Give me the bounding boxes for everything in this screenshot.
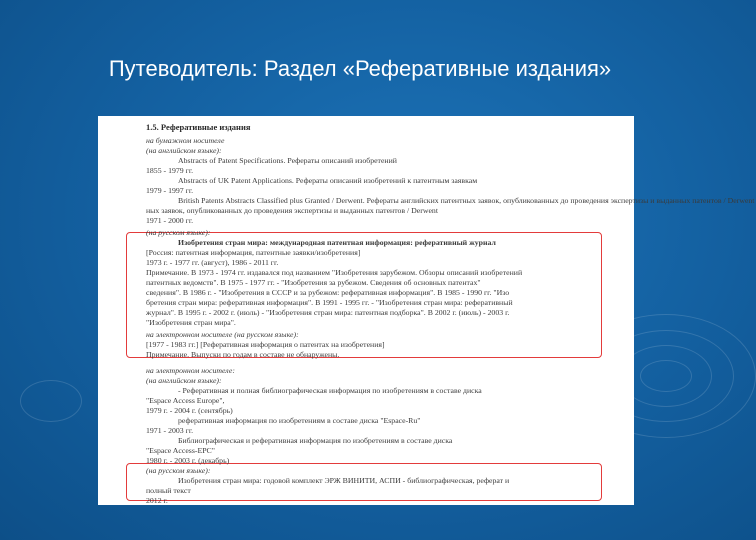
slide-title: Путеводитель: Раздел «Реферативные издания» <box>108 56 612 81</box>
document-heading: 1.5. Реферативные издания <box>146 122 251 132</box>
document-line: 1979 г. - 2004 г. (сентябрь) <box>146 406 233 415</box>
document-line: 2012 г. <box>146 496 168 505</box>
document-line: "Изобретения стран мира". <box>146 318 236 327</box>
document-line: Изобретения стран мира: международная патентная информация: реферативный журнал <box>178 238 496 247</box>
document-line: бретения стран мира: реферативная информация". В 1991 - 1995 гг. - "Изобретения стран мира: реферативный <box>146 298 513 307</box>
document-line: [1977 - 1983 гг.] [Реферативная информация о патентах на изобретения] <box>146 340 385 349</box>
document-line: - Реферативная и полная библиографическая информация по изобретениям в составе диска <box>178 386 482 395</box>
document-line: 1971 - 2000 гг. <box>146 216 194 225</box>
document-line: Abstracts of UK Patent Applications. Рефераты описаний изобретений к патентным заявкам <box>178 176 478 185</box>
document-line: Библиографическая и реферативная информация по изобретениям в составе диска <box>178 436 453 445</box>
document-line: (на русском языке): <box>146 228 211 237</box>
document-line: на бумажном носителе <box>146 136 225 145</box>
scanned-document <box>98 116 755 505</box>
document-line: 1971 - 2003 гг. <box>146 426 194 435</box>
document-line: полный текст <box>146 486 191 495</box>
document-line: ных заявок, опубликованных до проведения экспертизы и выданных патентов / Derwent <box>146 206 438 215</box>
document-line: (на английском языке): <box>146 146 222 155</box>
document-line: сведения". В 1986 г. - "Изобретения в СССР и за рубежом: реферативная информация". В 1985 - 1990 гг. "Изо <box>146 288 510 297</box>
document-line: Abstracts of Patent Specifications. Рефераты описаний изобретений <box>178 156 397 165</box>
document-line: "Espace Access-EPC" <box>146 446 215 455</box>
ripple-decoration-5 <box>20 380 82 422</box>
document-line: (на русском языке): <box>146 466 211 475</box>
document-line: Примечание. В 1973 - 1974 гг. издавался под названием "Изобретения зарубежом. Обзоры описаний изобретений <box>146 268 523 277</box>
document-line: журнал". В 1995 г. - 2002 г. (июль) - "Изобретения стран мира: патентная подборка". В 2002 г. (июль) - 2003 г. <box>146 308 510 317</box>
document-line: на электронном носителе: <box>146 366 235 375</box>
document-line: 1973 г. - 1977 гг. (август), 1986 - 2011 гг. <box>146 258 279 267</box>
document-line: British Patents Abstracts Classified plus Granted / Derwent. Рефераты английских патентных заявок, опубликованных до проведения экспертизы и выданных патентов / Derwent <box>178 196 755 205</box>
document-line: [Россия: патентная информация, патентные заявки/изобретения] <box>146 248 361 257</box>
document-line: реферативная информация по изобретениям в составе диска "Espace-Ru" <box>178 416 421 425</box>
document-line: Изобретения стран мира: годовой комплект ЭРЖ ВИНИТИ, АСПИ - библиографическая, реферат и <box>178 476 510 485</box>
document-line: 1855 - 1979 гг. <box>146 166 194 175</box>
document-line: Примечание. Выпуски по годам в составе не обнаружены. <box>146 350 340 359</box>
document-line: 1980 г. - 2003 г. (декабрь) <box>146 456 230 465</box>
document-line: патентных ведомств". В 1975 - 1977 гг. - "Изобретения за рубежом. Сведения об основных патентах" <box>146 278 481 287</box>
document-line: "Espace Access Europe", <box>146 396 225 405</box>
document-line: 1979 - 1997 гг. <box>146 186 194 195</box>
document-line: на электронном носителе (на русском языке): <box>146 330 299 339</box>
document-line: (на английском языке): <box>146 376 222 385</box>
